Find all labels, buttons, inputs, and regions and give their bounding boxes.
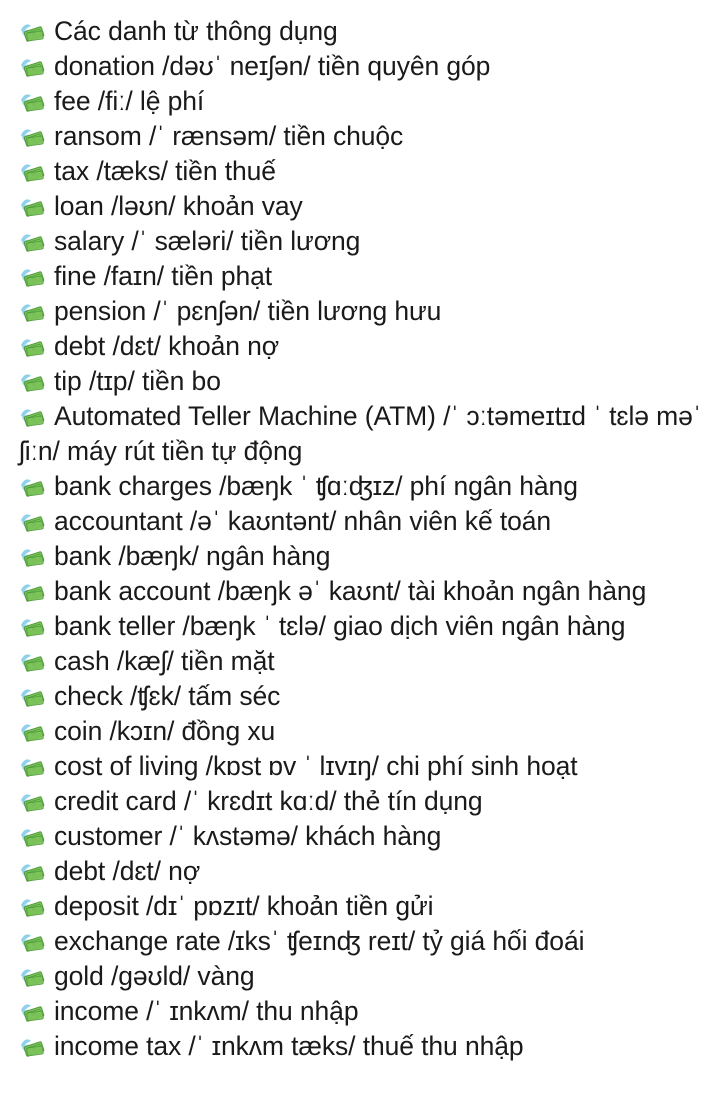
item-text: check /ʧɛk/ tấm séc [54,681,281,711]
list-item [19,154,706,189]
item-text: customer /ˈ kʌstəmə/ khách hàng [54,821,442,851]
money-with-wings-icon [19,476,45,498]
money-with-wings-icon [19,196,45,218]
item-text: bank /bæŋk/ ngân hàng [54,541,331,571]
money-with-wings-icon [19,546,45,568]
money-with-wings-icon [19,896,45,918]
list-item [19,14,706,49]
item-text: loan /ləʊn/ khoản vay [54,191,303,221]
money-with-wings-icon [19,231,45,253]
money-with-wings-icon [19,56,45,78]
list-item [19,224,706,259]
money-with-wings-icon [19,91,45,113]
money-with-wings-icon [19,406,45,428]
item-text: fee /fiː/ lệ phí [54,86,205,116]
list-item [19,714,706,749]
money-with-wings-icon [19,861,45,883]
money-with-wings-icon [19,21,45,43]
money-with-wings-icon [19,1001,45,1023]
item-text: tax /tæks/ tiền thuế [54,156,276,186]
item-text: salary /ˈ sæləri/ tiền lương [54,226,361,256]
item-text: deposit /dɪˈ pɒzɪt/ khoản tiền gửi [54,891,434,921]
money-with-wings-icon [19,1036,45,1058]
money-with-wings-icon [19,721,45,743]
item-text: debt /dɛt/ khoản nợ [54,331,280,361]
money-with-wings-icon [19,126,45,148]
money-with-wings-icon [19,336,45,358]
item-text: bank charges /bæŋk ˈ ʧɑːʤɪz/ phí ngân hàng [54,471,578,501]
list-item [19,469,706,504]
item-text: tip /tɪp/ tiền bo [54,366,221,396]
money-with-wings-icon [19,161,45,183]
money-with-wings-icon [19,756,45,778]
list-item [19,119,706,154]
item-text: accountant /əˈ kaʊntənt/ nhân viên kế toán [54,506,552,536]
item-text: pension /ˈ pɛnʃən/ tiền lương hưu [54,296,442,326]
item-text: bank account /bæŋk əˈ kaʊnt/ tài khoản ngân hàng [54,576,647,606]
list-item [19,364,706,399]
money-with-wings-icon [19,371,45,393]
list-item [19,259,706,294]
list-item [19,924,706,959]
item-text: income /ˈ ɪnkʌm/ thu nhập [54,996,359,1026]
item-text: Automated Teller Machine (ATM) /ˈ ɔːtəmeɪtɪd ˈ tɛlə məˈ ʃiːn/ máy rút tiền tự động [19,401,702,466]
money-with-wings-icon [19,966,45,988]
money-with-wings-icon [19,826,45,848]
list-item [19,504,706,539]
list-item [19,749,706,784]
item-text: credit card /ˈ krɛdɪt kɑːd/ thẻ tín dụng [54,786,483,816]
money-with-wings-icon [19,616,45,638]
item-text: gold /gəʊld/ vàng [54,961,255,991]
money-with-wings-icon [19,511,45,533]
item-text: Các danh từ thông dụng [54,16,338,46]
list-item [19,574,706,609]
list-item [19,679,706,714]
list-item [19,784,706,819]
list-item [19,1029,706,1064]
money-with-wings-icon [19,931,45,953]
list-item [19,994,706,1029]
item-text: ransom /ˈ rænsəm/ tiền chuộc [54,121,404,151]
item-text: cash /kæʃ/ tiền mặt [54,646,275,676]
money-with-wings-icon [19,791,45,813]
list-item [19,329,706,364]
list-item [19,49,706,84]
item-text: debt /dɛt/ nợ [54,856,201,886]
item-text: exchange rate /ɪksˈ ʧeɪnʤ reɪt/ tỷ giá hối đoái [54,926,585,956]
list-item [19,294,706,329]
list-item [19,854,706,889]
money-with-wings-icon [19,651,45,673]
money-with-wings-icon [19,301,45,323]
item-text: bank teller /bæŋk ˈ tɛlə/ giao dịch viên ngân hàng [54,611,626,641]
money-with-wings-icon [19,266,45,288]
list-item [19,609,706,644]
list-item [19,84,706,119]
item-text: fine /faɪn/ tiền phạt [54,261,273,291]
list-item [19,189,706,224]
list-item [19,399,706,469]
money-with-wings-icon [19,686,45,708]
list-item [19,889,706,924]
list-item [19,819,706,854]
vocabulary-list [19,14,706,1064]
item-text: donation /dəʊˈ neɪʃən/ tiền quyên góp [54,51,491,81]
list-item [19,644,706,679]
list-item [19,539,706,574]
money-with-wings-icon [19,581,45,603]
item-text: cost of living /kɒst ɒv ˈ lɪvɪŋ/ chi phí sinh hoạt [54,751,578,781]
item-text: coin /kɔɪn/ đồng xu [54,716,276,746]
item-text: income tax /ˈ ɪnkʌm tæks/ thuế thu nhập [54,1031,524,1061]
list-item [19,959,706,994]
